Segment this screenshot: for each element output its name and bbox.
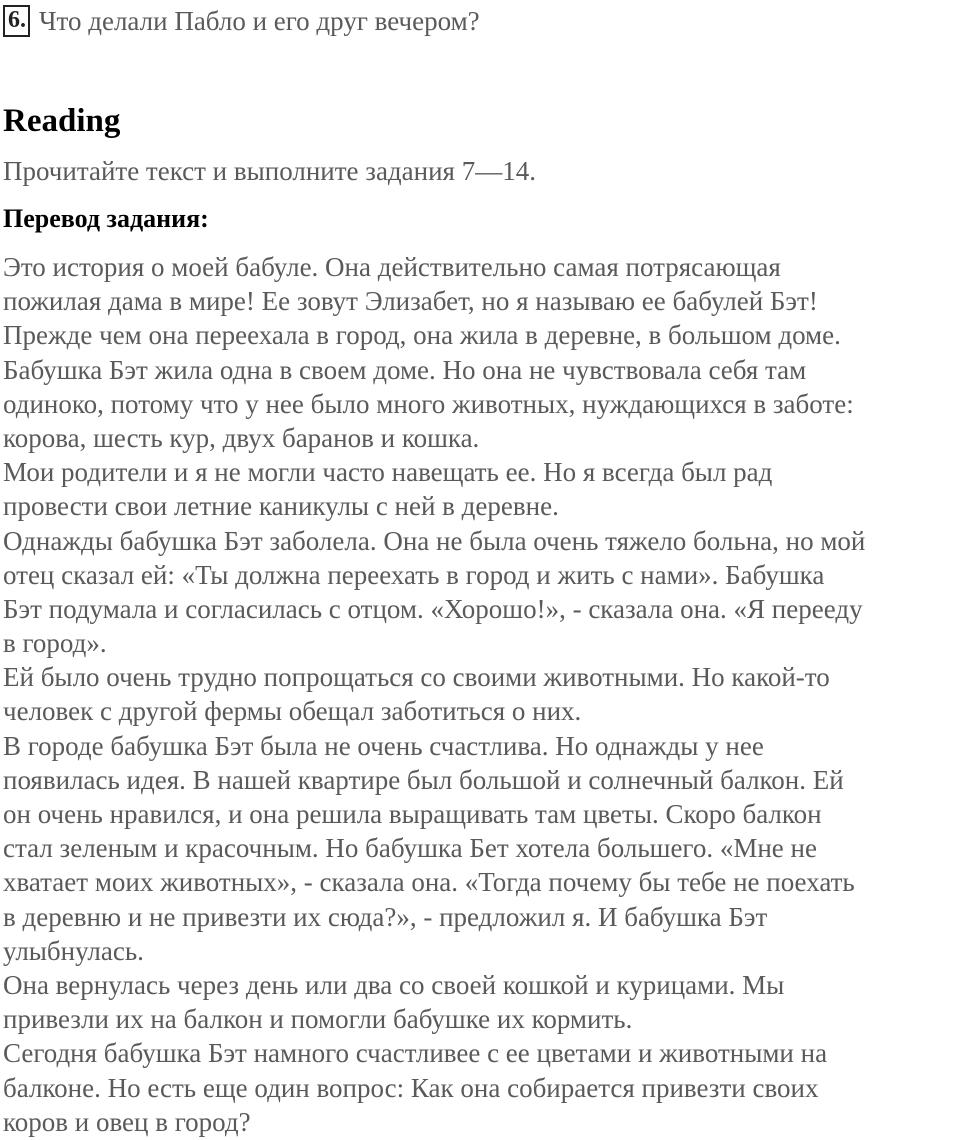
story-line: хватает моих животных», - сказала она. «Тогда почему бы тебе не поехать xyxy=(3,867,855,898)
story-line: Бабушка Бэт жила одна в своем доме. Но она не чувствовала себя там xyxy=(3,354,807,385)
story-line: Мои родители и я не могли часто навещать ее. Но я всегда был рад xyxy=(3,457,773,488)
story-line: человек с другой фермы обещал заботиться о них. xyxy=(3,696,582,727)
story-line: Прежде чем она переехала в город, она жила в деревне, в большом доме. xyxy=(3,320,841,351)
section-title-reading: Reading xyxy=(3,103,121,139)
story-line: коров и овец в город? xyxy=(3,1106,251,1137)
reading-instruction: Прочитайте текст и выполните задания 7—14. xyxy=(3,156,536,186)
story-line: Ей было очень трудно попрощаться со своими животными. Но какой-то xyxy=(3,662,830,693)
story-line: балконе. Но есть еще один вопрос: Как она собирается привезти своих xyxy=(3,1072,819,1103)
story-line: он очень нравился, и она решила выращивать там цветы. Скоро балкон xyxy=(3,799,822,829)
story-line: в город». xyxy=(3,628,107,659)
story-line: корова, шесть кур, двух баранов и кошка. xyxy=(3,422,480,453)
story-line: В городе бабушка Бэт была не очень счастлива. Но однажды у нее xyxy=(3,730,764,761)
question-number-box: 6. xyxy=(3,5,30,37)
translation-heading: Перевод задания: xyxy=(3,204,209,233)
story-line: отец сказал ей: «Ты должна переехать в город и жить с нами». Бабушка xyxy=(3,559,825,590)
question-6 xyxy=(3,4,480,38)
story-line: Она вернулась через день или два со своей кошкой и курицами. Мы xyxy=(3,969,785,1000)
story-text xyxy=(3,250,960,1139)
story-line: Сегодня бабушка Бэт намного счастливее с ее цветами и животными на xyxy=(3,1038,828,1069)
question-text: Что делали Пабло и его друг вечером? xyxy=(39,6,480,36)
story-line: пожилая дама в мире! Ее зовут Элизабет, но я называю ее бабулей Бэт! xyxy=(3,286,818,317)
story-line: привезли их на балкон и помогли бабушке их кормить. xyxy=(3,1004,633,1035)
story-line: одиноко, потому что у нее было много животных, нуждающихся в заботе: xyxy=(3,388,854,419)
story-line: Это история о моей бабуле. Она действительно самая потрясающая xyxy=(3,252,781,282)
story-line: Бэт подумала и согласилась с отцом. «Хорошо!», - сказала она. «Я перееду xyxy=(3,593,863,624)
story-line: провести свои летние каникулы с ней в деревне. xyxy=(3,491,559,522)
story-line: стал зеленым и красочным. Но бабушка Бет хотела большего. «Мне не xyxy=(3,833,817,864)
story-line: появилась идея. В нашей квартире был большой и солнечный балкон. Ей xyxy=(3,764,844,795)
story-line: улыбнулась. xyxy=(3,935,144,966)
story-line: Однажды бабушка Бэт заболела. Она не была очень тяжело больна, но мой xyxy=(3,525,866,556)
story-line: в деревню и не привезти их сюда?», - предложил я. И бабушка Бэт xyxy=(3,901,768,932)
